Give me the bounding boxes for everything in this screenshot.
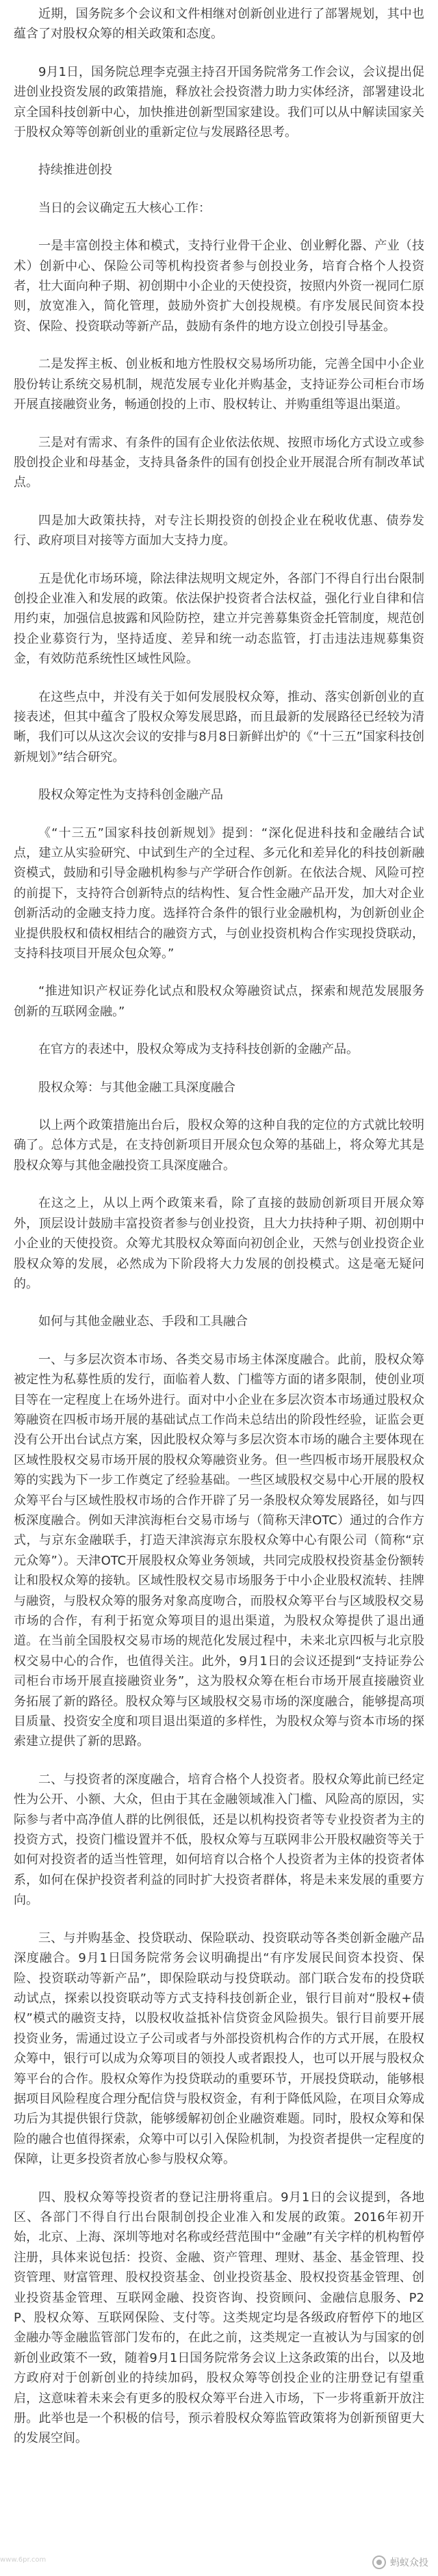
body-paragraph: 一是丰富创投主体和模式，支持行业骨干企业、创业孵化器、产业（技术）创新中心、保险公司等机构投资者参与创投业务，培育合格个人投资者，壮大面向种子期、初创期中小企业的天使投资，按照内外资一视同仁原则，放宽准入，简化管理，鼓励外资扩大创投规模。有序发展民间资本投资、保险、投资联动等新产品，鼓励有条件的地方设立创投引导基金。: [14, 239, 424, 334]
body-paragraph: 在这些点中，并没有关于如何发展股权众筹，推动、落实创新创业的直接表述，但其中蕴含了股权众筹发展思路，而且最新的发展路径已经较为清晰，我们可以从这次会议的安排与8月8日新鲜出炉的《“十三五”国家科技创新规划》”结合研究。: [14, 689, 424, 765]
body-paragraph: 在这之上，从以上两个政策来看，除了直接的鼓励创新项目开展众筹外，顶层设计鼓励丰富投资者参与创业投资，且大力扶持种子期、初创期中小企业的天使投资。众筹尤其股权众筹面向初创企业，天然与创业投资企业股权众筹的发展，必然成为下阶段将大力发展的创投模式。这是毫无疑问的。: [14, 1196, 424, 1291]
body-paragraph: 四是加大政策扶持，对专注长期投资的创投企业在税收优惠、债券发行、政府项目对接等方面加大支持力度。: [14, 513, 424, 548]
body-paragraph: 五是优化市场环境，除法律法规明文规定外，各部门不得自行出台限制创投企业准入和发展的政策。依法保护投资者合法权益，强化行业自律和信用约束，加强信息披露和风险防控，建立并完善募集资金托管制度，规范创投企业募资行为，坚持适度、差异和统一动态监管，打击违法违规募集资金，有效防范系统性区域性风险。: [14, 571, 424, 667]
account-logo-icon: [372, 2555, 386, 2569]
body-paragraph: 二、与投资者的深度融合，培育合格个人投资者。股权众筹此前已经定性为公开、小额、大众，但由于其在金融领域准入门槛、风险高的原因，实际参与者中高净值人群的比例很低，还是以机构投资者等专业投资者为主的投资方式，投资门槛设置并不低，股权众筹与互联网非公开股权融资等关于如何对投资者的适当性管理，如何培育以合格个人投资者为主体的投资者体系，如何在保护投资者利益的同时扩大投资者群体，将是未来发展的重要方向。: [14, 1772, 424, 1908]
section-heading: 当日的会议确定五大核心工作：: [38, 200, 211, 215]
section-heading: 如何与其他金融业态、手段和工具融合: [38, 1314, 248, 1329]
body-paragraph: 一、与多层次资本市场、各类交易市场主体深度融合。此前，股权众筹被定性为私募性质的发行，面临着人数、门槛等方面的诸多限制，使创业项目等在一定程度上在场外进行。面对中小企业在多层次资本市场通过股权众筹融资在四板市场开展的基础试点工作尚未总结出的阶段性经验，证监会更没有公开出台试点方案，因此股权众筹与多层次资本市场的融合主要体现在区域性股权交易市场开展的股权众筹融资业务。但一些四板市场开展股权众筹的实践为下一步工作奠定了经验基础。一些区域股权交易中心开展的股权众筹平台与区域性股权市场的合作开辟了另一条股权众筹发展路径，如与四板深度融合。例如天津滨海柜台交易市场与（简称天津OTC）通过的合作方式，与京东金融联手，打造天津滨海京东股权众筹中心有限公司（简称“京元众筹”）。天津OTC开展股权众筹业务领域，共同完成股权投资基金份额转让和股权众筹的接轨。区域性股权交易市场服务于中小企业股权流转、挂牌与融资，与股权众筹的服务对象高度吻合，而股权众筹平台与区域股权交易市场的合作，有利于拓宽众筹项目的退出渠道，为股权众筹提供了退出通道。在当前全国股权交易市场的规范化发展过程中，未来北京四板与北京股权交易中心的合作，也值得关注。此外，9月1日的会议还提到“支持证券公司柜台市场开展直接融资业务”，这为股权众筹在柜台市场开展直接融资业务拓展了新的路径。股权众筹与区域股权交易市场的深度融合，能够提高项目质量、投资安全度和项目退出渠道的多样性，为股权众筹与资本市场的探索建立提供了新的思路。: [14, 1352, 424, 1749]
section-heading: 股权众筹：与其他金融工具深度融合: [38, 1080, 235, 1095]
account-watermark-label: 蚂蚁众投: [390, 2558, 428, 2568]
quote-paragraph: 《“十三五”国家科技创新规划》提到：“深化促进科技和金融结合试点，建立从实验研究、中试到生产的全过程、多元化和差异化的科技创新融资模式，鼓励和引导金融机构参与产学研合作创新。在依法合规、风险可控的前提下，支持符合创新特点的结构性、复合性金融产品开发，加大对企业创新活动的金融支持力度。选择符合条件的银行业金融机构，为创新创业企业提供股权和债权相结合的融资方式，与创业投资机构合作实现投贷联动，支持科技项目开展众包众筹。”: [14, 825, 424, 961]
quote-paragraph: “推进知识产权证券化试点和股权众筹融资试点，探索和规范发展服务创新的互联网金融。”: [14, 984, 424, 1019]
corner-watermark: www.6pr.com: [0, 2556, 47, 2564]
section-heading: 持续推进创投: [38, 163, 112, 178]
body-paragraph: 四、股权众筹等投资者的登记注册将重启。9月1日的会议提到，各地区、各部门不得自行出台限制创投企业准入和发展的政策。2016年初开始，北京、上海、深圳等地对名称或经营范围中“金融”有关字样的机构暂停注册，具体来说包括：投资、金融、资产管理、理财、基金、基金管理、投资管理、财富管理、股权投资基金、创业投资基金、股权投资基金管理、创业投资基金管理、互联网金融、投资咨询、投资顾问、金融信息服务、P2P、股权众筹、互联网保险、支付等。这类规定均是各级政府暂停下的地区金融办等金融监管部门发布的，在此之前，这类规定一直被认为与国家的创新创业政策不一致，随着9月1日国务院常务会议上这条政策的出台，以及地方政府对于创新创业的持续加码，股权众筹等创投企业的注册登记有望重启，这意味着未来会有更多的股权众筹平台进入市场，下一步将重新开放注册。此举也是一个积极的信号，预示着股权众筹监管政策将为创新预留更大的发展空间。: [14, 2190, 424, 2446]
body-paragraph: 二是发挥主板、创业板和地方性股权交易场所功能，完善全国中小企业股份转让系统交易机制，规范发展专业化并购基金，支持证券公司柜台市场开展直接融资业务，畅通创投的上市、股权转让、并购重组等退出渠道。: [14, 357, 424, 412]
article-body: [14, 4, 424, 2449]
body-paragraph: 三、与并购基金、投贷联动、保险联动、投资联动等各类创新金融产品深度融合。9月1日国务院常务会议明确提出“有序发展民间资本投资、保险、投资联动等新产品”，即保险联动与投贷联动。部门联合发布的投贷联动试点，探索以投资联动等方式支持科技创新企业，银行目前对“股权+债权”模式的融资支持，以股权收益抵补信贷资金风险损失。银行目前要开展投资业务，需通过设立子公司或者与外部投资机构合作的方式开展，在股权众筹中，银行可以成为众筹项目的领投人或者跟投人，也可以开展与股权众筹平台的合作。股权众筹作为投贷联动的重要环节，开展投贷联动，能够根据项目风险程度合理分配信贷与股权资金，有利于降低风险，在项目众筹成功后为其提供银行贷款，能够缓解初创企业融资难题。同时，股权众筹和保险的融合也值得探索，众筹中可以引入保险机制，为投资者提供一定程度的保障，让更多投资者放心参与股权众筹。: [14, 1930, 424, 2167]
section-heading: 股权众筹定性为支持科创金融产品: [38, 788, 223, 803]
body-paragraph: 以上两个政策措施出台后，股权众筹的这种自我的定位的方式就比较明确了。总体方式是，在支持创新项目开展众包众筹的基础上，将众筹尤其是股权众筹与其他金融投资工具深度融合。: [14, 1118, 424, 1173]
body-paragraph: 三是对有需求、有条件的国有企业依法依规、按照市场化方式设立或参股创投企业和母基金，支持具备条件的国有创投企业开展混合所有制改革试点。: [14, 435, 424, 490]
body-paragraph: 9月1日，国务院总理李克强主持召开国务院常务工作会议，会议提出促进创业投资发展的政策措施，释放社会投资潜力助力实体经济，部署建设北京全国科技创新中心，加快推进创新型国家建设。我们可以从中解读国家关于股权众筹等创新创业的重新定位与发展路径思考。: [14, 64, 424, 140]
account-watermark: [372, 2555, 428, 2569]
body-paragraph: 近期，国务院多个会议和文件相继对创新创业进行了部署规划，其中也蕴含了对股权众筹的相关政策和态度。: [14, 7, 424, 42]
body-paragraph: 在官方的表述中，股权众筹成为支持科技创新的金融产品。: [38, 1042, 359, 1057]
